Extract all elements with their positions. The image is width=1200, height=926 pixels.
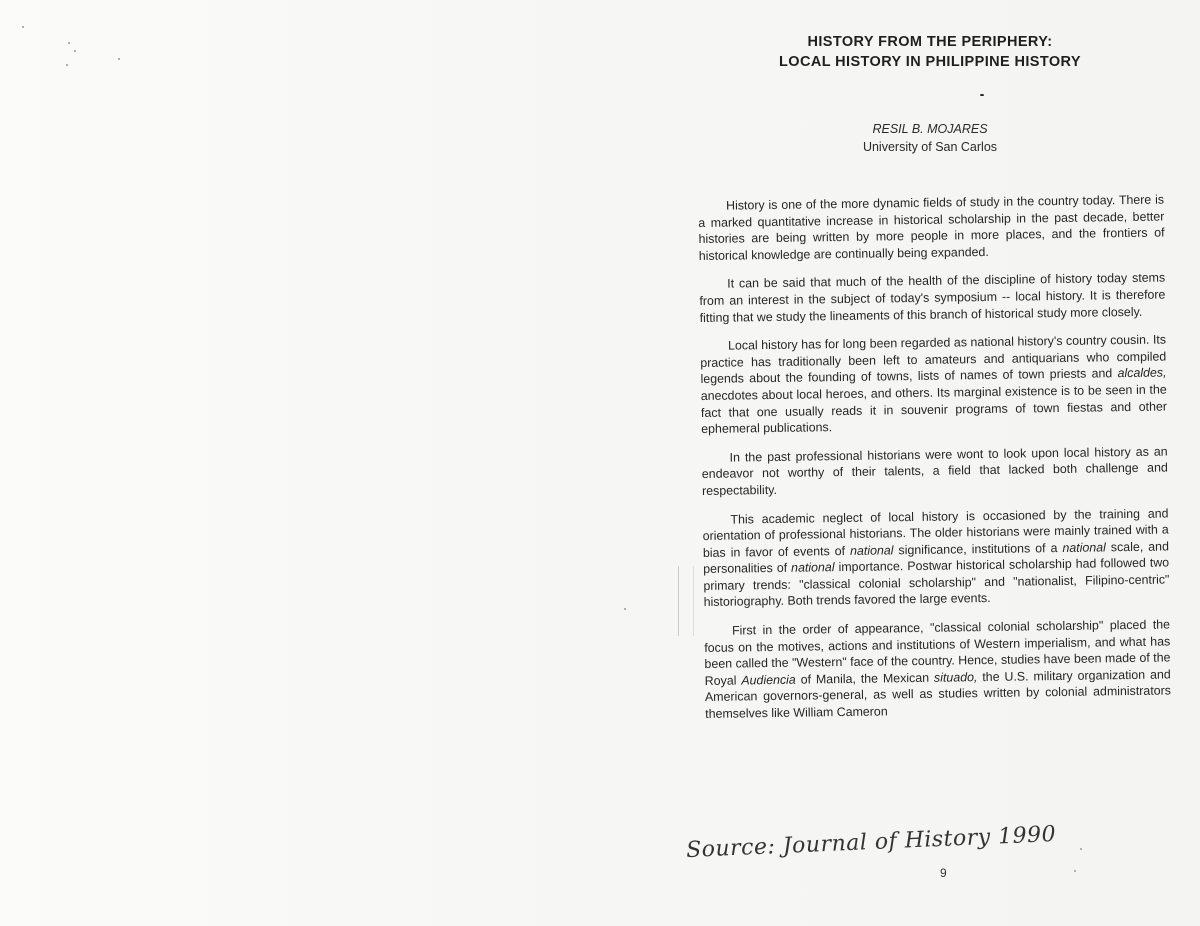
paragraph-text: It can be said that much of the health of the discipline of history today stems from an interest in the subject of today's symposium -- local history. It is therefore fitting that we study the lineaments of this branch of historical study more closely. bbox=[699, 270, 1166, 325]
italic-term: national bbox=[1062, 540, 1106, 555]
paragraph-text: importance. Postwar historical scholarship had followed two primary trends: "classical colonial scholarship" and "nationalist, Filipino-centric" historiography. Both trends favored the large events. bbox=[703, 555, 1170, 610]
page-number: 9 bbox=[940, 866, 947, 880]
italic-term: alcaldes, bbox=[1117, 365, 1167, 381]
italic-term: Audiencia bbox=[741, 672, 796, 688]
paragraph-text: This academic neglect of local history is occasioned by the training and orientation of professional historians. The older historians were mainly trained with a bias in favor of events of bbox=[702, 505, 1169, 560]
margin-mark bbox=[678, 566, 694, 636]
paragraph bbox=[700, 332, 1167, 438]
article-title-line-1: HISTORY FROM THE PERIPHERY: bbox=[807, 34, 1053, 50]
paragraph-text: anecdotes about local heroes, and others. Its marginal existence is to be seen in the fact that one usually reads it in souvenir programs of town fiestas and other ephemeral publications. bbox=[700, 382, 1168, 437]
paragraph bbox=[704, 617, 1171, 723]
author-name: RESIL B. MOJARES bbox=[872, 122, 988, 136]
italic-term: national bbox=[849, 542, 894, 558]
paragraph-text: scale, and personalities of bbox=[703, 539, 1170, 577]
italic-term: situado, bbox=[933, 669, 978, 685]
author-affiliation: University of San Carlos bbox=[862, 140, 998, 154]
paragraph-text: of Manila, the Mexican bbox=[795, 670, 935, 687]
paragraph-text: Local history has for long been regarded as national history's country cousin. Its practice has traditionally been left to amateurs and antiquarians who compiled legends about the founding of towns, lists of names of town priests and bbox=[700, 332, 1167, 387]
paragraph-text: In the past professional historians were wont to look upon local history as an endeavor not worthy of their talents, a field that lacked both challenge and respectability. bbox=[701, 444, 1168, 498]
paragraph-text: History is one of the more dynamic fields of study in the country today. There is a marked quantitative increase in historical scholarship in the past decade, better histories are being written by more people in more places, and the frontiers of historical knowledge are continually being expanded. bbox=[698, 192, 1165, 263]
paragraph bbox=[699, 270, 1166, 326]
article-title-line-2: LOCAL HISTORY IN PHILIPPINE HISTORY bbox=[779, 54, 1081, 70]
paragraph bbox=[698, 191, 1165, 264]
handwritten-source-note: Source: Journal of History 1990 bbox=[685, 821, 1057, 864]
italic-term: national bbox=[791, 560, 835, 576]
paragraph bbox=[702, 443, 1169, 499]
paragraph-text: First in the order of appearance, "classical colonial scholarship" placed the focus on the motives, actions and institutions of Western imperialism, and what has been called the "Western" face of the country. Hence, studies have been made of the Royal bbox=[704, 617, 1171, 688]
paragraph-text: the U.S. military organization and American governors-general, as well as studies written by colonial administrators themselves like William Cameron bbox=[704, 667, 1172, 721]
paragraph bbox=[702, 505, 1169, 611]
article-body bbox=[698, 191, 1171, 734]
paragraph-text: significance, institutions of a bbox=[893, 540, 1063, 557]
